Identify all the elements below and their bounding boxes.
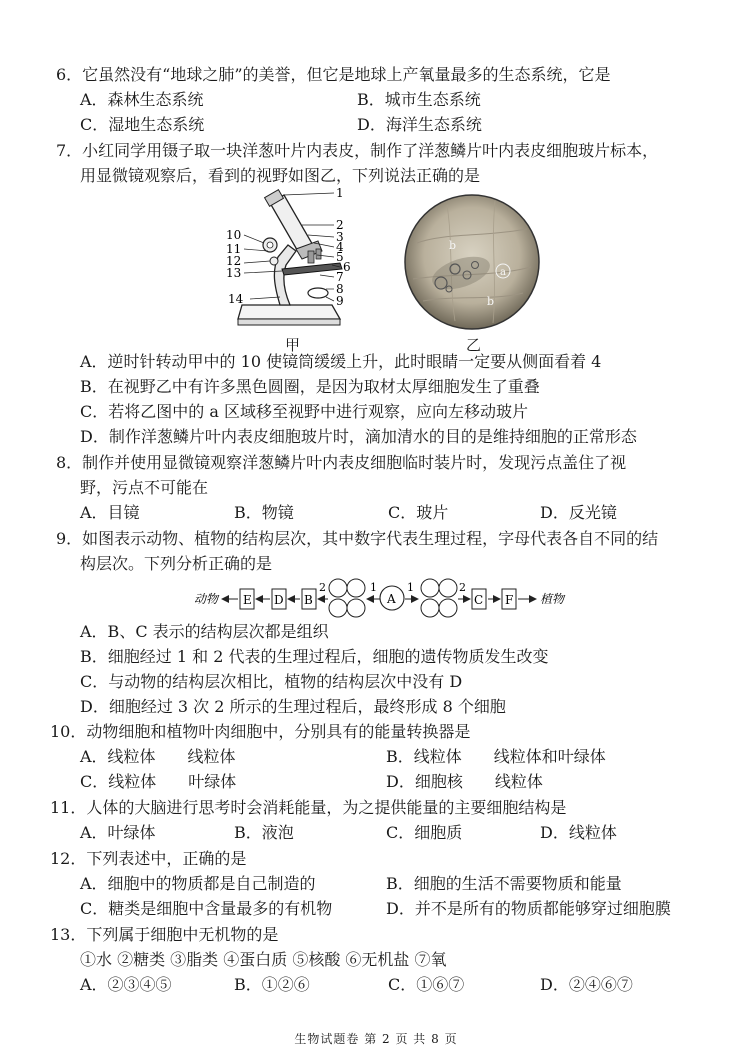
q13-option-d: D．②④⑥⑦ [540, 975, 633, 994]
flow-left-end: 动物 [194, 592, 219, 606]
q8-stem-line2: 野，污点不可能在 [80, 478, 209, 497]
flow-num-right-2: 2 [459, 581, 466, 594]
microscope-label-1: 1 [336, 186, 344, 200]
page-footer: 生物试题卷 第 2 页 共 8 页 [294, 1032, 458, 1046]
field-of-view-figure [403, 193, 541, 331]
q7-option-c: C．若将乙图中的 a 区域移至视野中进行观察，应向左移动玻片 [80, 402, 528, 421]
figure-yi-caption: 乙 [466, 336, 482, 354]
microscope-label-8: 8 [336, 282, 344, 296]
q7-option-a: A．逆时针转动甲中的 10 使镜筒缓缓上升，此时眼睛一定要从侧面看着 4 [80, 352, 602, 371]
flow-num-left-2: 2 [319, 581, 326, 594]
q10-option-a: A．线粒体 线粒体 [80, 747, 236, 766]
flow-box-d-label: D [274, 593, 284, 607]
microscope-label-7: 7 [336, 270, 344, 284]
view-label-b-bottom: b [487, 295, 495, 308]
microscope-label-10: 10 [226, 228, 242, 242]
q9-option-c: C．与动物的结构层次相比，植物的结构层次中没有 D [80, 672, 463, 691]
q11-option-a: A．叶绿体 [80, 823, 156, 842]
q8-option-c: C．玻片 [388, 503, 449, 522]
q10-option-b: B．线粒体 线粒体和叶绿体 [386, 747, 606, 766]
q11-stem: 11．人体的大脑进行思考时会消耗能量，为之提供能量的主要细胞结构是 [50, 798, 567, 817]
q13-stem: 13．下列属于细胞中无机物的是 [50, 925, 279, 944]
q6-option-a: A．森林生态系统 [80, 90, 204, 109]
q11-option-d: D．线粒体 [540, 823, 617, 842]
microscope-label-4: 4 [336, 240, 344, 254]
structure-level-diagram [190, 575, 600, 621]
q9-option-b: B．细胞经过 1 和 2 代表的生理过程后，细胞的遗传物质发生改变 [80, 647, 549, 666]
q13-option-c: C．①⑥⑦ [388, 975, 465, 994]
flow-box-f-label: F [505, 593, 514, 607]
q11-option-b: B．液泡 [234, 823, 294, 842]
microscope-label-3: 3 [336, 230, 344, 244]
microscope-label-6: 6 [343, 260, 351, 274]
q9-option-d: D．细胞经过 3 次 2 所示的生理过程后，最终形成 8 个细胞 [80, 697, 506, 716]
q10-option-d: D．细胞核 线粒体 [386, 772, 543, 791]
flow-cell-a-label: A [387, 592, 396, 606]
q13-items: ①水 ②糖类 ③脂类 ④蛋白质 ⑤核酸 ⑥无机盐 ⑦氧 [80, 950, 447, 969]
q9-stem-line2: 构层次。下列分析正确的是 [80, 554, 273, 573]
q6-option-c: C．湿地生态系统 [80, 115, 205, 134]
flow-num-left-1: 1 [370, 581, 377, 594]
q9-option-a: A．B、C 表示的结构层次都是组织 [80, 622, 329, 641]
microscope-label-9: 9 [336, 294, 344, 308]
q12-option-d: D．并不是所有的物质都能够穿过细胞膜 [386, 899, 671, 918]
q7-stem-line1: 7．小红同学用镊子取一块洋葱叶片内表皮，制作了洋葱鳞片叶内表皮细胞玻片标本， [56, 141, 659, 160]
flow-box-c-label: C [474, 593, 484, 607]
view-label-a: a [500, 267, 506, 278]
q6-option-d: D．海洋生态系统 [357, 115, 482, 134]
microscope-label-12: 12 [226, 254, 242, 268]
microscope-label-13: 13 [226, 266, 242, 280]
q10-stem: 10．动物细胞和植物叶肉细胞中，分别具有的能量转换器是 [50, 722, 471, 741]
flow-box-e-label: E [243, 593, 252, 607]
q7-stem-line2: 用显微镜观察后，看到的视野如图乙，下列说法正确的是 [80, 166, 481, 185]
microscope-label-5: 5 [336, 250, 344, 264]
figure-jia-caption: 甲 [285, 336, 301, 354]
q13-option-a: A．②③④⑤ [80, 975, 172, 994]
q12-option-b: B．细胞的生活不需要物质和能量 [386, 874, 622, 893]
q8-stem-line1: 8．制作并使用显微镜观察洋葱鳞片叶内表皮细胞临时装片时，发现污点盖住了视 [56, 453, 627, 472]
q10-option-c: C．线粒体 叶绿体 [80, 772, 237, 791]
q7-option-d: D．制作洋葱鳞片叶内表皮细胞玻片时，滴加清水的目的是维持细胞的正常形态 [80, 427, 637, 446]
q9-stem-line1: 9．如图表示动物、植物的结构层次，其中数字代表生理过程，字母代表各自不同的结 [56, 529, 659, 548]
q13-option-b: B．①②⑥ [234, 975, 310, 994]
q11-option-c: C．细胞质 [386, 823, 463, 842]
q8-option-b: B．物镜 [234, 503, 294, 522]
q8-option-d: D．反光镜 [540, 503, 617, 522]
flow-right-end: 植物 [540, 592, 565, 606]
q6-stem: 6．它虽然没有“地球之肺”的美誉，但它是地球上产氧量最多的生态系统，它是 [56, 65, 611, 84]
q12-stem: 12．下列表述中，正确的是 [50, 849, 247, 868]
microscope-label-2: 2 [336, 218, 344, 232]
microscope-label-11: 11 [226, 242, 242, 256]
view-label-b-top: b [449, 239, 457, 252]
q6-option-b: B．城市生态系统 [357, 90, 481, 109]
microscope-label-14: 14 [228, 292, 244, 306]
q7-option-b: B．在视野乙中有许多黑色圆圈，是因为取材太厚细胞发生了重叠 [80, 377, 540, 396]
q8-option-a: A．目镜 [80, 503, 140, 522]
flow-num-right-1: 1 [407, 581, 414, 594]
q12-option-a: A．细胞中的物质都是自己制造的 [80, 874, 316, 893]
q12-option-c: C．糖类是细胞中含量最多的有机物 [80, 899, 333, 918]
flow-box-b-label: B [304, 593, 313, 607]
microscope-figure [222, 185, 362, 335]
